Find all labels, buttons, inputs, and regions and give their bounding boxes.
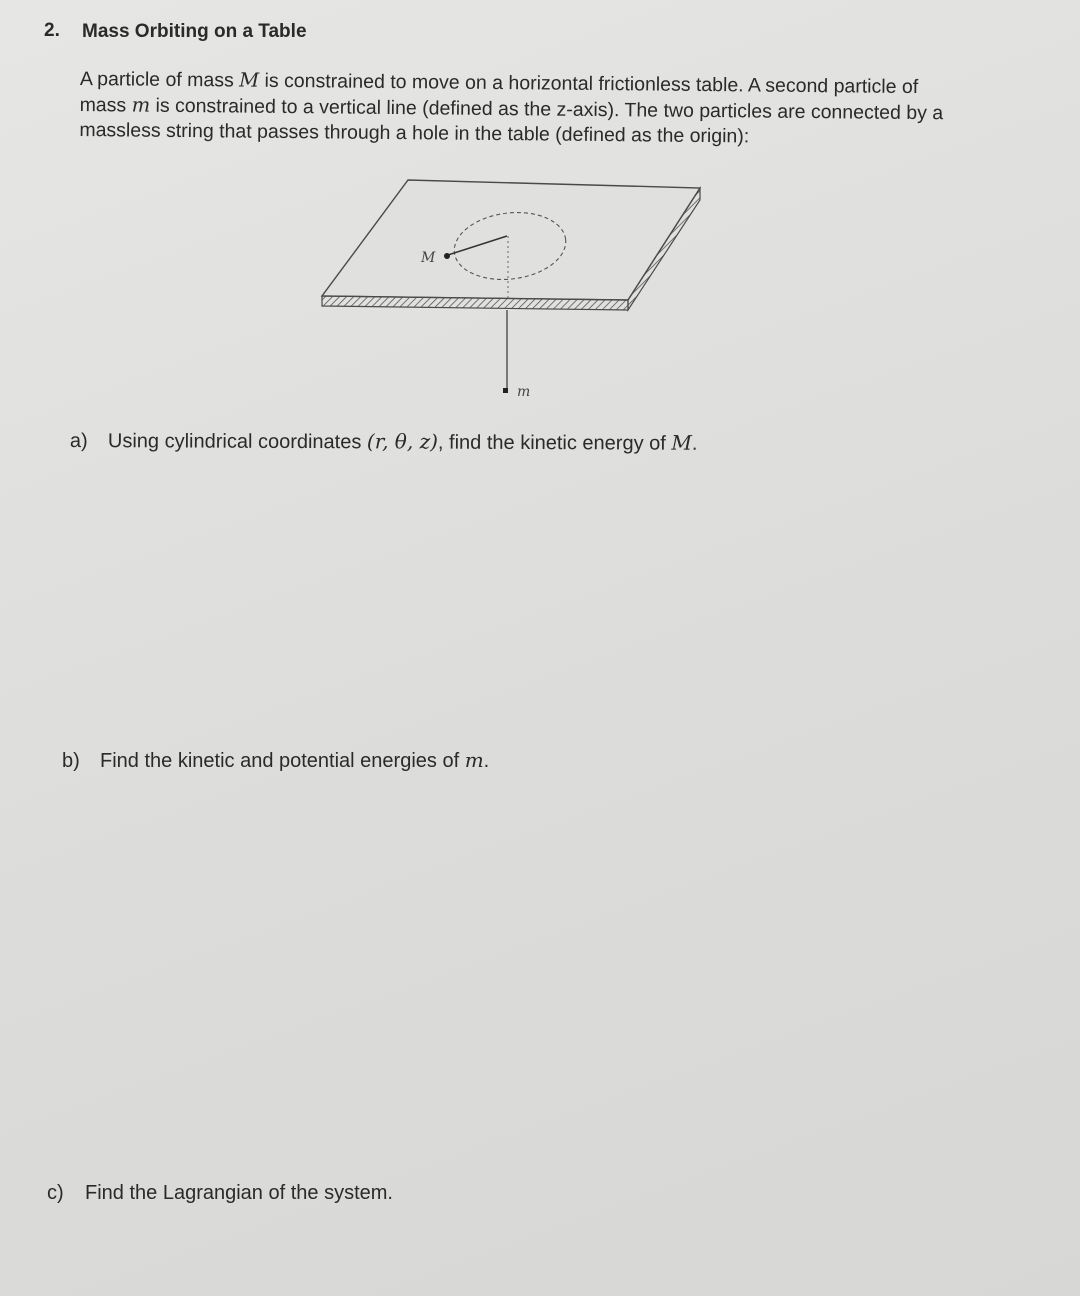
part-a-letter: a) bbox=[69, 429, 88, 453]
part-b: b) Find the kinetic and potential energies of m. bbox=[62, 748, 490, 772]
mass-m-dot bbox=[503, 388, 508, 393]
var-M: M bbox=[239, 68, 260, 92]
table-diagram bbox=[310, 170, 710, 410]
question-title: Mass Orbiting on a Table bbox=[82, 21, 307, 42]
part-b-letter: b) bbox=[62, 750, 80, 772]
mass-M-dot bbox=[444, 253, 450, 259]
question-number: 2. bbox=[44, 20, 60, 41]
table-diagram-svg bbox=[310, 170, 710, 410]
var-m: m bbox=[131, 93, 151, 117]
part-c: c) Find the Lagrangian of the system. bbox=[47, 1182, 393, 1204]
var-M: M bbox=[671, 430, 692, 455]
var-m: m bbox=[464, 748, 484, 772]
problem-statement bbox=[79, 66, 980, 152]
part-a: a) Using cylindrical coordinates (r, θ, z), find the kinetic energy of M. bbox=[69, 429, 698, 455]
label-M: M bbox=[421, 250, 436, 266]
statement-line-3: massless string that passes through a hole in the table (defined as the origin): bbox=[79, 118, 750, 148]
coordinates: (r, θ, z) bbox=[366, 429, 438, 454]
part-c-letter: c) bbox=[47, 1182, 64, 1204]
statement-line-1: A particle of mass M is constrained to move on a horizontal frictionless table. A second particle of bbox=[79, 67, 919, 99]
label-m: m bbox=[517, 384, 531, 400]
statement-line-2: mass m is constrained to a vertical line (defined as the z-axis). The two particles are connected by a bbox=[79, 93, 944, 125]
